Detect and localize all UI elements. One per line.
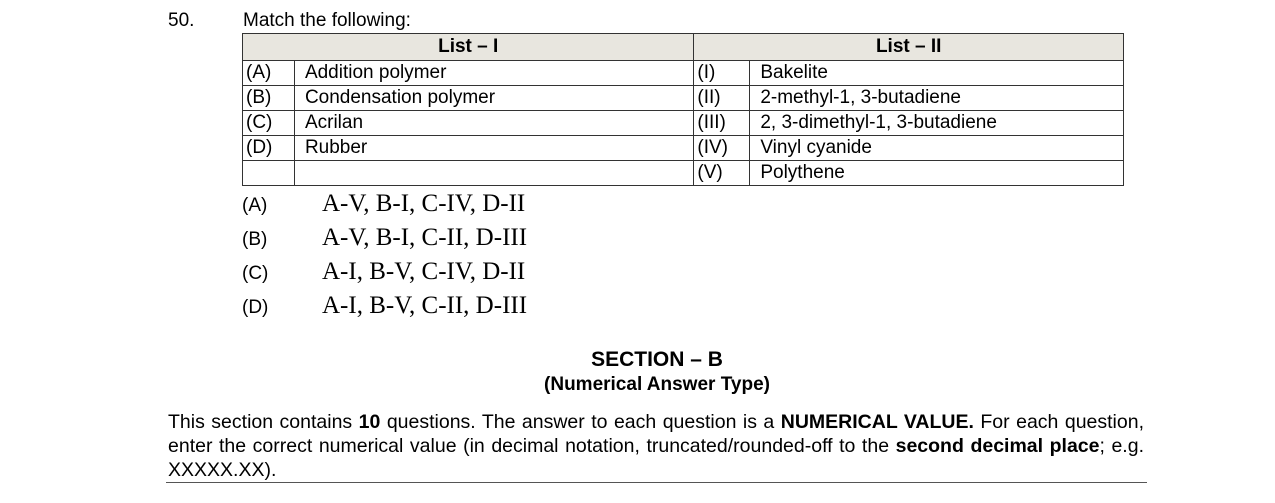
section-title: SECTION – B [591, 348, 723, 371]
instructions-text: ; e.g. XXXXX.XX). [168, 435, 1144, 481]
option-text: A-I, B-V, C-II, D-III [322, 292, 528, 319]
list2-key: (I) [694, 61, 750, 86]
answer-options [242, 187, 527, 323]
list2-key: (IV) [694, 136, 750, 161]
list1-item [294, 161, 693, 186]
instructions-text: For each question, enter the correct numerical value (in decimal notation, truncated/rounded-off to the [168, 411, 1144, 457]
list1-key: (D) [243, 136, 295, 161]
option-text: A-V, B-I, C-II, D-III [322, 224, 528, 251]
list2-item: Polythene [750, 161, 1124, 186]
question-prompt: Match the following: [243, 10, 411, 31]
list1-key: (B) [243, 86, 295, 111]
question-count: 10 [358, 411, 381, 433]
list1-item: Rubber [294, 136, 693, 161]
answer-option-b[interactable] [242, 221, 527, 255]
option-text: A-V, B-I, C-IV, D-II [322, 190, 526, 217]
option-label: (D) [242, 297, 269, 318]
list1-header: List – I [243, 34, 694, 61]
list1-key: (C) [243, 111, 295, 136]
list1-key: (A) [243, 61, 295, 86]
list2-header: List – II [694, 34, 1124, 61]
list2-item: Bakelite [750, 61, 1124, 86]
list1-item: Acrilan [294, 111, 693, 136]
section-instructions [168, 410, 1144, 482]
table-row [243, 86, 1124, 111]
table-row [243, 61, 1124, 86]
answer-option-d[interactable] [242, 289, 527, 323]
table-row [243, 111, 1124, 136]
option-label: (A) [242, 195, 268, 216]
match-table [242, 33, 1124, 186]
answer-option-a[interactable] [242, 187, 527, 221]
answer-type: NUMERICAL VALUE. [780, 411, 974, 433]
option-label: (C) [242, 263, 269, 284]
instructions-text: questions. The answer to each question is a [380, 411, 781, 433]
table-row [243, 161, 1124, 186]
option-text: A-I, B-V, C-IV, D-II [322, 258, 526, 285]
list2-item: Vinyl cyanide [750, 136, 1124, 161]
list2-key: (II) [694, 86, 750, 111]
instructions-text: This section contains [168, 411, 359, 433]
list2-item: 2, 3-dimethyl-1, 3-butadiene [750, 111, 1124, 136]
question-number: 50. [168, 10, 195, 31]
list1-item: Addition polymer [294, 61, 693, 86]
table-row [243, 136, 1124, 161]
list2-key: (V) [694, 161, 750, 186]
list1-item: Condensation polymer [294, 86, 693, 111]
match-table-header [243, 34, 1124, 61]
precision-note: second decimal place [895, 435, 1100, 457]
bottom-divider [166, 482, 1147, 483]
list2-key: (III) [694, 111, 750, 136]
option-label: (B) [242, 229, 268, 250]
list1-key [243, 161, 295, 186]
section-subtitle: (Numerical Answer Type) [544, 374, 770, 395]
answer-option-c[interactable] [242, 255, 527, 289]
list2-item: 2-methyl-1, 3-butadiene [750, 86, 1124, 111]
